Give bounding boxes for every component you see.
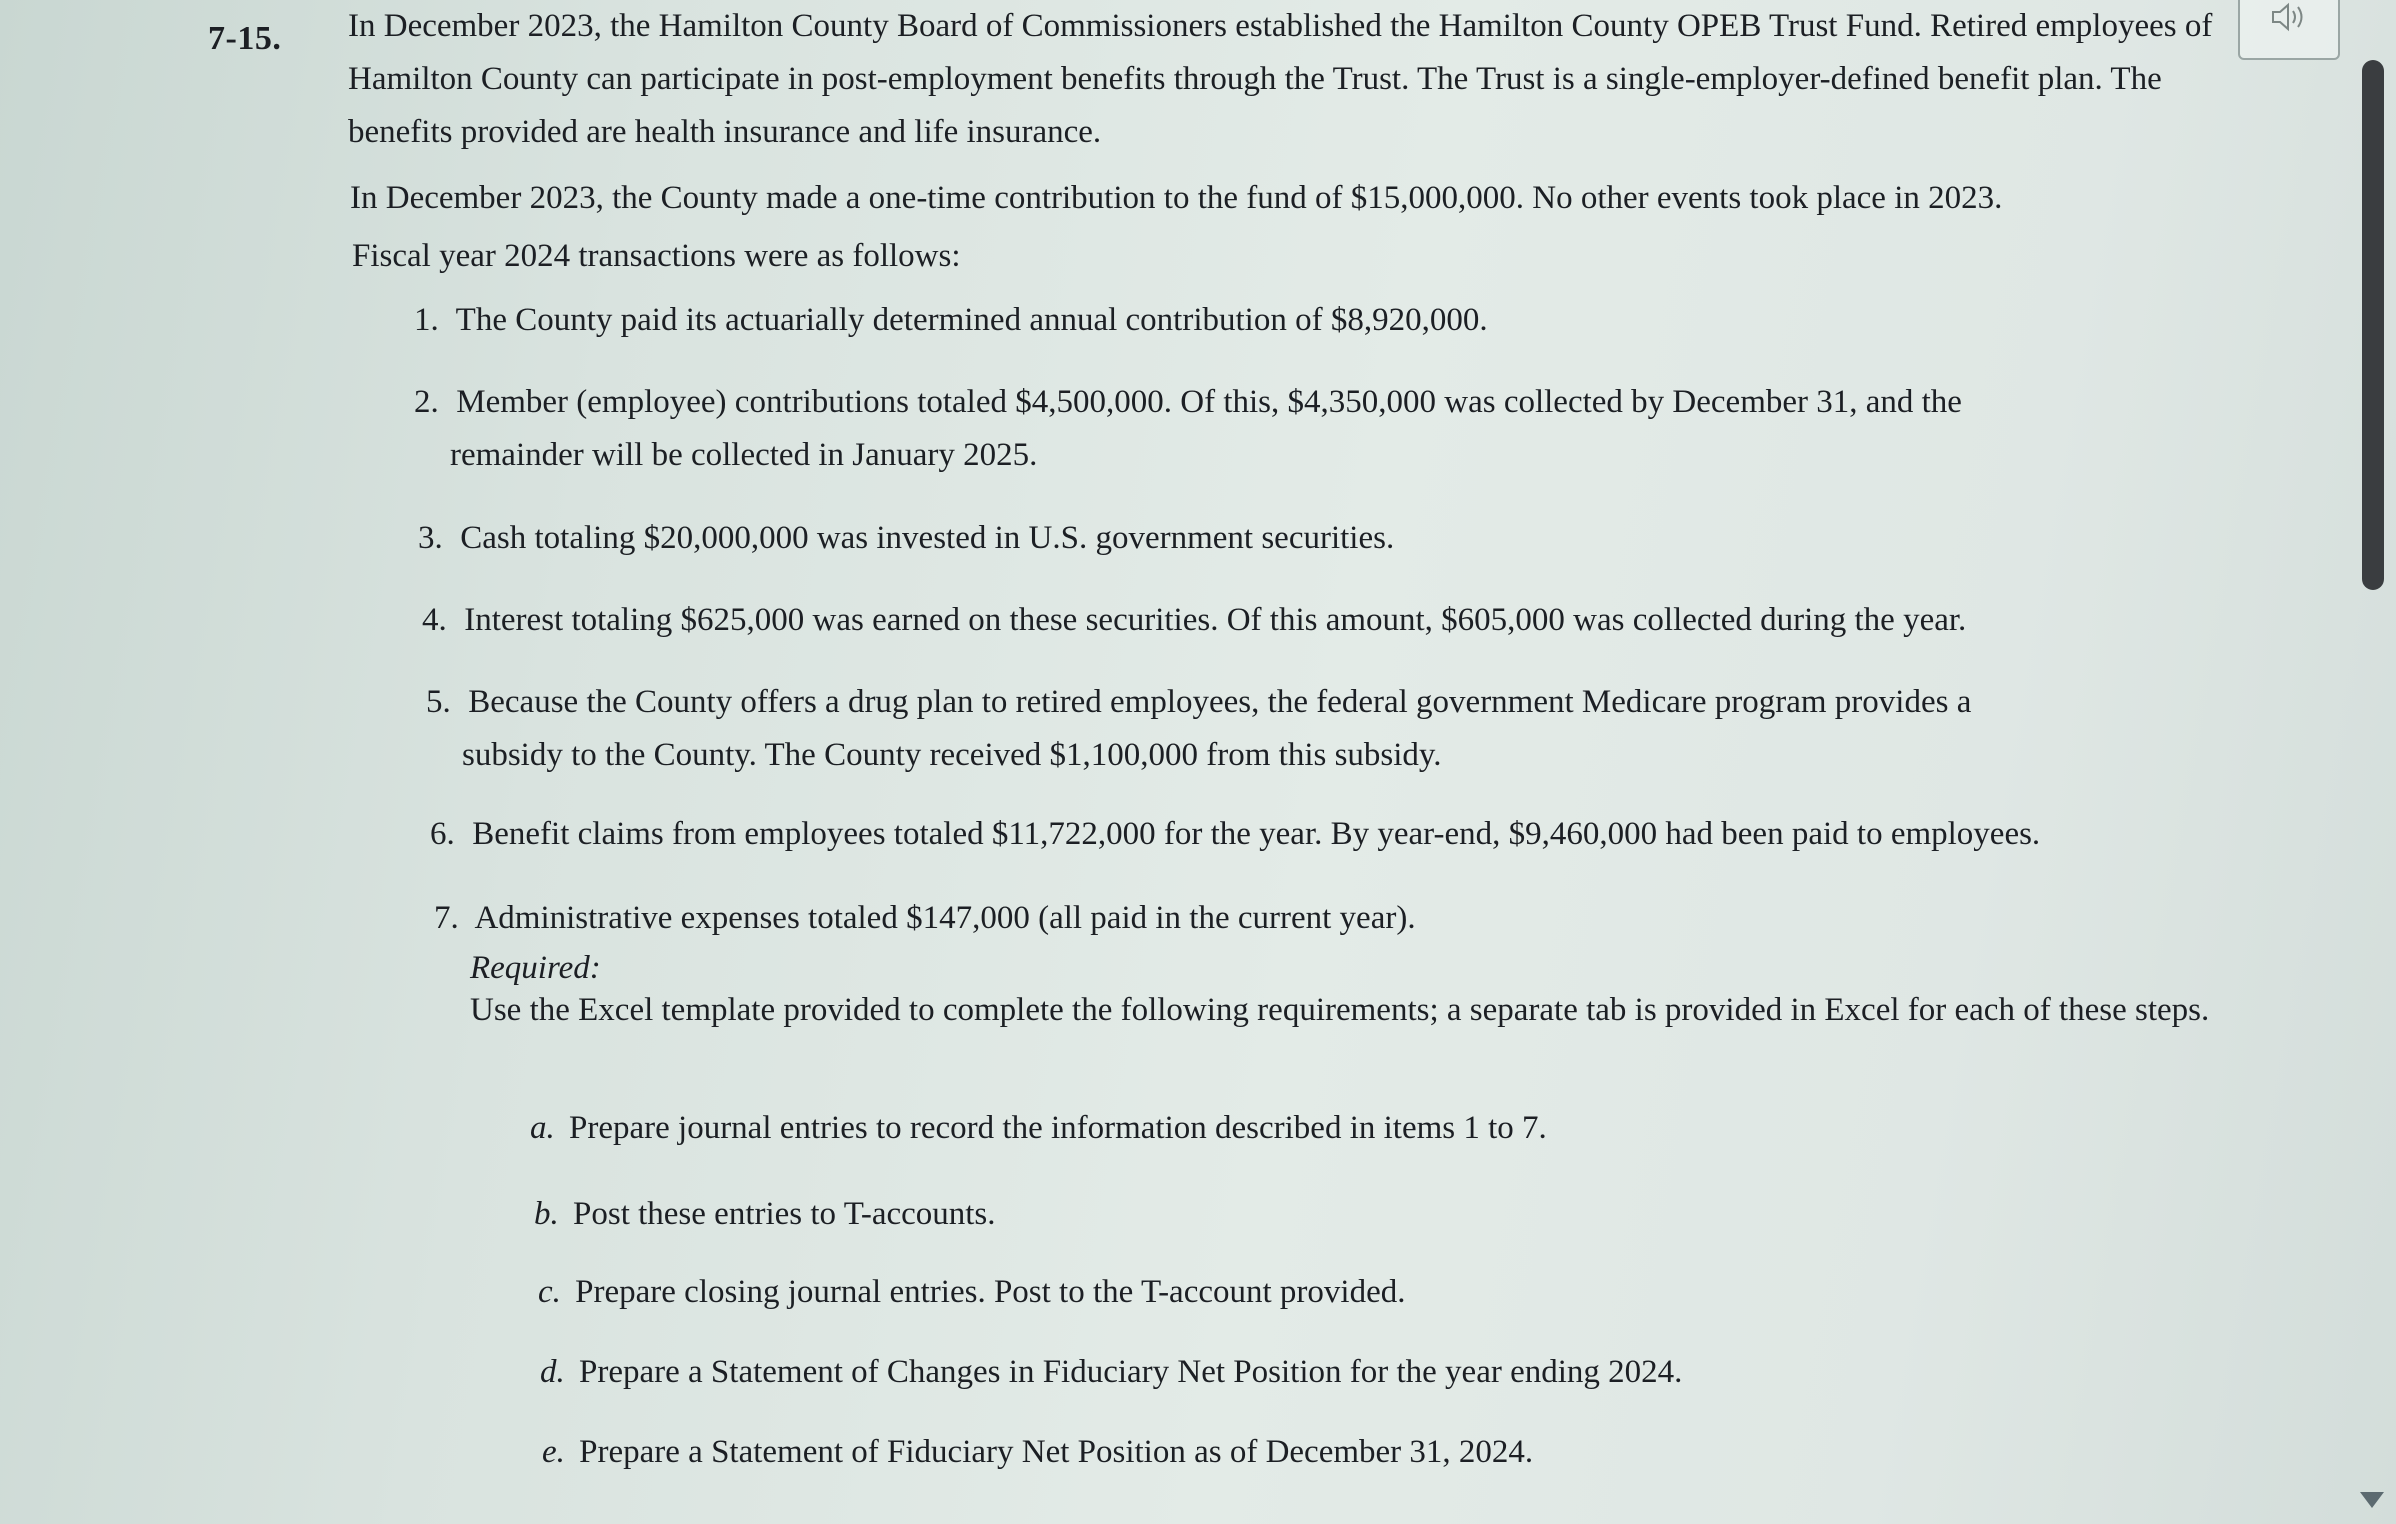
scrollbar-thumb[interactable] — [2362, 60, 2384, 590]
intro-paragraph-2: In December 2023, the County made a one-time contribution to the fund of $15,000,000. No other events took place in 2023. — [350, 180, 2003, 216]
requirement-text: Post these entries to T-accounts. — [573, 1196, 996, 1232]
item-number: 1. — [414, 302, 439, 338]
list-item — [422, 594, 2162, 647]
requirement-item — [530, 1110, 1547, 1147]
item-number: 4. — [422, 602, 447, 638]
list-item — [414, 376, 2154, 482]
requirement-text: Prepare journal entries to record the information described in items 1 to 7. — [569, 1110, 1547, 1146]
item-number: 2. — [414, 384, 439, 420]
list-item — [418, 512, 2158, 565]
problem-number: 7-15. — [208, 20, 282, 57]
intro-paragraph-1: In December 2023, the Hamilton County Board of Commissioners established the Hamilton County OPEB Trust Fund. Retired employees of Hamilton County can participate in post-employment benefits through the Trust. The Trust is a single-employer-defined benefit plan. The benefits provided are health insurance and life insurance. — [348, 8, 2213, 150]
list-item — [414, 294, 2154, 347]
item-text: Interest totaling $625,000 was earned on these securities. Of this amount, $605,000 was collected during the year. — [464, 602, 1967, 638]
list-item — [426, 676, 2166, 782]
list-item — [430, 808, 2170, 861]
requirement-letter: a. — [530, 1110, 555, 1146]
list-item — [434, 892, 2174, 945]
requirement-item — [538, 1274, 1405, 1311]
required-heading: Required: — [470, 950, 601, 986]
item-text: Benefit claims from employees totaled $11,722,000 for the year. By year-end, $9,460,000 had been paid to employees. — [472, 816, 2041, 852]
item-text-continued: subsidy to the County. The County received $1,100,000 from this subsidy. — [462, 737, 1442, 773]
item-text: Because the County offers a drug plan to retired employees, the federal government Medicare program provides a — [468, 684, 1972, 720]
item-number: 7. — [434, 900, 459, 936]
intro-paragraph-3: Fiscal year 2024 transactions were as follows: — [352, 238, 961, 274]
scroll-down-button[interactable] — [2352, 1484, 2392, 1514]
requirement-item — [540, 1354, 1682, 1391]
requirement-text: Prepare closing journal entries. Post to the T-account provided. — [575, 1274, 1406, 1310]
item-number: 5. — [426, 684, 451, 720]
item-text: The County paid its actuarially determined annual contribution of $8,920,000. — [455, 302, 1488, 338]
requirement-text: Prepare a Statement of Changes in Fiduciary Net Position for the year ending 2024. — [579, 1354, 1683, 1390]
triangle-down-icon — [2352, 1484, 2392, 1514]
item-text: Cash totaling $20,000,000 was invested in U.S. government securities. — [460, 520, 1395, 556]
item-number: 3. — [418, 520, 443, 556]
item-text-continued: remainder will be collected in January 2025. — [450, 437, 1038, 473]
item-number: 6. — [430, 816, 455, 852]
item-text: Member (employee) contributions totaled $4,500,000. Of this, $4,350,000 was collected by December 31, and the — [456, 384, 1962, 420]
speaker-icon — [2270, 2, 2308, 32]
item-text: Administrative expenses totaled $147,000 (all paid in the current year). — [474, 900, 1416, 936]
requirement-letter: d. — [540, 1354, 565, 1390]
read-aloud-button[interactable] — [2238, 0, 2340, 60]
requirement-letter: e. — [542, 1434, 565, 1470]
requirement-letter: b. — [534, 1196, 559, 1232]
requirement-text: Prepare a Statement of Fiduciary Net Position as of December 31, 2024. — [579, 1434, 1534, 1470]
requirement-letter: c. — [538, 1274, 561, 1310]
required-instructions: Use the Excel template provided to complete the following requirements; a separate tab is provided in Excel for each of these steps. — [470, 992, 2210, 1028]
requirement-item — [542, 1434, 1533, 1471]
requirement-item — [534, 1196, 996, 1233]
